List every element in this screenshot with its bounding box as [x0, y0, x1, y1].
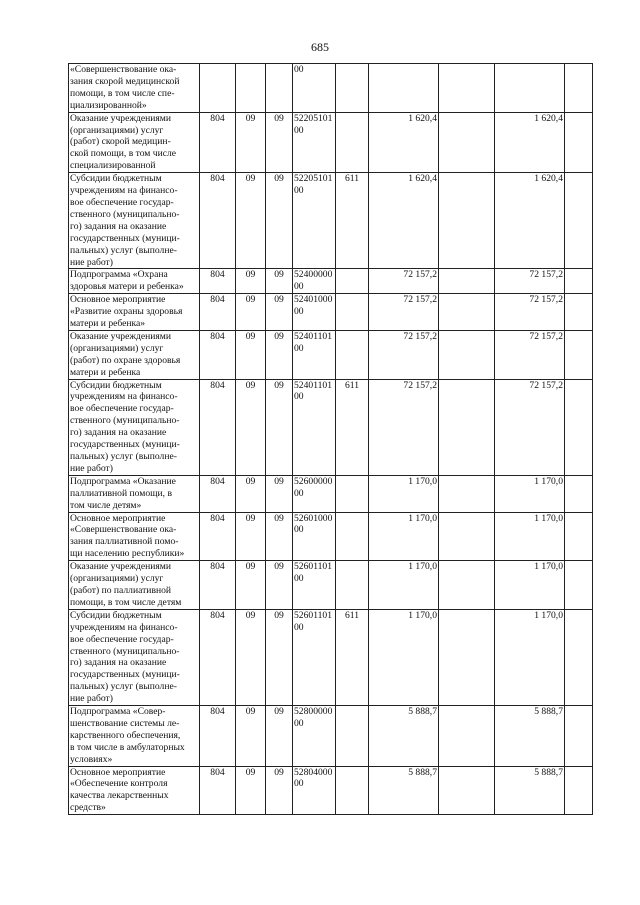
amount-cell: 5 888,7	[369, 706, 439, 767]
section-code-cell: 09	[236, 269, 266, 294]
empty-cell	[439, 561, 495, 610]
item-name-line: условиях»	[70, 753, 113, 765]
table-row	[69, 294, 593, 331]
item-name-line: пальных) услуг (выполне-	[70, 681, 177, 693]
item-name-line: государственных (муници-	[70, 232, 180, 244]
item-name-line: паллиативной помощи, в	[70, 487, 172, 499]
item-name-line: Субсидии бюджетным	[70, 173, 162, 185]
table-row	[69, 475, 593, 512]
subsection-code-cell: 09	[266, 330, 293, 379]
subsection-code-cell: 09	[266, 379, 293, 475]
item-name-cell	[69, 475, 200, 512]
section-code-cell: 09	[236, 112, 266, 173]
item-name-cell	[69, 379, 200, 475]
empty-cell	[439, 269, 495, 294]
item-name-line: шенствование системы ле-	[70, 717, 180, 729]
amount-cell: 72 157,2	[369, 379, 439, 475]
item-name-line: (организациями) услуг	[70, 573, 164, 585]
target-code-cell	[293, 269, 336, 294]
section-code-cell: 09	[236, 766, 266, 815]
target-code-line: 52205101	[294, 173, 333, 185]
item-name-line: учреждениям на финансо-	[70, 391, 178, 403]
expense-type-cell	[336, 766, 369, 815]
empty-cell	[565, 766, 593, 815]
item-name-cell	[69, 512, 200, 561]
empty-cell	[439, 330, 495, 379]
item-name-line: качества лекарственных	[70, 790, 169, 802]
ministry-code-cell: 804	[200, 330, 236, 379]
ministry-code-cell	[200, 64, 236, 113]
item-name-line: го) задания на оказание	[70, 427, 167, 439]
empty-cell	[565, 512, 593, 561]
item-name-cell	[69, 64, 200, 113]
subsection-code-cell: 09	[266, 269, 293, 294]
empty-cell	[439, 173, 495, 269]
target-code-cell	[293, 173, 336, 269]
target-code-line: 00	[294, 281, 304, 293]
target-code-cell	[293, 766, 336, 815]
item-name-line: помощи, в том числе детям	[70, 596, 182, 608]
amount-cell: 72 157,2	[369, 269, 439, 294]
ministry-code-cell: 804	[200, 269, 236, 294]
target-code-line: 52601101	[294, 609, 333, 621]
expense-type-cell: 611	[336, 609, 369, 705]
item-name-cell	[69, 112, 200, 173]
amount-total-cell: 1 620,4	[495, 112, 565, 173]
item-name-line: ской помощи, в том числе	[70, 148, 177, 160]
section-code-cell	[236, 64, 266, 113]
amount-cell: 1 170,0	[369, 561, 439, 610]
item-name-line: пальных) услуг (выполне-	[70, 244, 177, 256]
amount-total-cell: 72 157,2	[495, 379, 565, 475]
item-name-line: ственного (муниципально-	[70, 415, 180, 427]
target-code-line: 00	[294, 306, 304, 318]
amount-cell	[369, 64, 439, 113]
target-code-cell	[293, 294, 336, 331]
target-code-line: 52601000	[294, 512, 333, 524]
amount-total-cell: 1 170,0	[495, 609, 565, 705]
target-code-cell	[293, 475, 336, 512]
target-code-line: 52601101	[294, 561, 333, 573]
item-name-line: Основное мероприятие	[70, 766, 166, 778]
item-name-line: помощи, в том числе спе-	[70, 87, 175, 99]
empty-cell	[439, 512, 495, 561]
empty-cell	[565, 269, 593, 294]
section-code-cell: 09	[236, 561, 266, 610]
empty-cell	[439, 379, 495, 475]
item-name-line: Подпрограмма «Оказание	[70, 475, 176, 487]
expense-type-cell	[336, 269, 369, 294]
amount-cell: 1 620,4	[369, 173, 439, 269]
subsection-code-cell: 09	[266, 475, 293, 512]
section-code-cell: 09	[236, 330, 266, 379]
item-name-cell	[69, 330, 200, 379]
budget-table	[68, 63, 593, 815]
item-name-line: ние работ)	[70, 462, 113, 474]
target-code-cell	[293, 379, 336, 475]
item-name-line: ственного (муниципально-	[70, 645, 180, 657]
table-row	[69, 269, 593, 294]
target-code-line: 52804000	[294, 766, 333, 778]
amount-cell: 1 170,0	[369, 512, 439, 561]
target-code-cell	[293, 561, 336, 610]
item-name-cell	[69, 609, 200, 705]
amount-total-cell: 72 157,2	[495, 330, 565, 379]
amount-total-cell: 5 888,7	[495, 706, 565, 767]
item-name-line: Оказание учреждениями	[70, 330, 172, 342]
item-name-line: карственного обеспечения,	[70, 729, 181, 741]
empty-cell	[565, 561, 593, 610]
ministry-code-cell: 804	[200, 766, 236, 815]
empty-cell	[565, 330, 593, 379]
section-code-cell: 09	[236, 173, 266, 269]
empty-cell	[439, 706, 495, 767]
item-name-line: Основное мероприятие	[70, 294, 166, 306]
target-code-cell	[293, 609, 336, 705]
item-name-line: зания паллиативной помо-	[70, 536, 179, 548]
amount-total-cell: 1 170,0	[495, 475, 565, 512]
target-code-cell	[293, 112, 336, 173]
target-code-line: 00	[294, 621, 304, 633]
empty-cell	[565, 379, 593, 475]
target-code-line: 52401101	[294, 330, 333, 342]
expense-type-cell: 611	[336, 173, 369, 269]
subsection-code-cell: 09	[266, 609, 293, 705]
subsection-code-cell: 09	[266, 512, 293, 561]
expense-type-cell	[336, 706, 369, 767]
page-number: 685	[311, 40, 329, 54]
subsection-code-cell: 09	[266, 294, 293, 331]
target-code-line: 00	[294, 342, 304, 354]
item-name-line: «Совершенствование ока-	[70, 64, 177, 75]
item-name-line: Субсидии бюджетным	[70, 609, 162, 621]
item-name-line: учреждениям на финансо-	[70, 185, 178, 197]
section-code-cell: 09	[236, 609, 266, 705]
item-name-cell	[69, 766, 200, 815]
item-name-line: Основное мероприятие	[70, 512, 166, 524]
empty-cell	[565, 609, 593, 705]
expense-type-cell	[336, 475, 369, 512]
table-row	[69, 64, 593, 113]
empty-cell	[565, 112, 593, 173]
item-name-line: «Обеспечение контроля	[70, 778, 168, 790]
item-name-line: ние работ)	[70, 256, 113, 268]
expense-type-cell	[336, 112, 369, 173]
subsection-code-cell: 09	[266, 112, 293, 173]
item-name-line: го) задания на оказание	[70, 657, 167, 669]
empty-cell	[565, 475, 593, 512]
empty-cell	[565, 173, 593, 269]
target-code-line: 00	[294, 778, 304, 790]
item-name-line: в том числе в амбулаторных	[70, 741, 185, 753]
target-code-cell	[293, 330, 336, 379]
item-name-line: специализированной	[70, 160, 156, 172]
subsection-code-cell	[266, 64, 293, 113]
item-name-line: вое обеспечение государ-	[70, 196, 174, 208]
target-code-line: 52401101	[294, 379, 333, 391]
table-row	[69, 173, 593, 269]
item-name-line: Оказание учреждениями	[70, 561, 172, 573]
item-name-line: (работ) по охране здоровья	[70, 354, 181, 366]
item-name-line: (организациями) услуг	[70, 342, 164, 354]
table-row	[69, 379, 593, 475]
ministry-code-cell: 804	[200, 512, 236, 561]
amount-total-cell: 1 620,4	[495, 173, 565, 269]
item-name-line: Подпрограмма «Совер-	[70, 706, 166, 718]
target-code-cell	[293, 706, 336, 767]
amount-total-cell: 1 170,0	[495, 561, 565, 610]
amount-cell: 5 888,7	[369, 766, 439, 815]
section-code-cell: 09	[236, 294, 266, 331]
amount-cell: 72 157,2	[369, 330, 439, 379]
item-name-line: пальных) услуг (выполне-	[70, 451, 177, 462]
target-code-line: 00	[294, 391, 304, 403]
item-name-line: (организациями) услуг	[70, 124, 164, 136]
amount-cell: 1 170,0	[369, 475, 439, 512]
ministry-code-cell: 804	[200, 561, 236, 610]
section-code-cell: 09	[236, 379, 266, 475]
expense-type-cell: 611	[336, 379, 369, 475]
empty-cell	[439, 609, 495, 705]
target-code-line: 52401000	[294, 294, 333, 306]
section-code-cell: 09	[236, 512, 266, 561]
item-name-cell	[69, 706, 200, 767]
empty-cell	[439, 294, 495, 331]
item-name-line: (работ) по паллиативной	[70, 584, 172, 596]
expense-type-cell	[336, 294, 369, 331]
table-row	[69, 112, 593, 173]
item-name-line: том числе детям»	[70, 499, 142, 511]
table-row	[69, 512, 593, 561]
table-row	[69, 766, 593, 815]
target-code-line: 00	[294, 124, 304, 136]
item-name-line: матери и ребенка	[70, 366, 141, 378]
ministry-code-cell: 804	[200, 173, 236, 269]
item-name-line: государственных (муници-	[70, 439, 180, 451]
empty-cell	[565, 64, 593, 113]
expense-type-cell	[336, 561, 369, 610]
empty-cell	[439, 64, 495, 113]
empty-cell	[439, 766, 495, 815]
amount-total-cell: 5 888,7	[495, 766, 565, 815]
item-name-line: «Совершенствование ока-	[70, 524, 177, 536]
section-code-cell: 09	[236, 475, 266, 512]
item-name-line: Подпрограмма «Охрана	[70, 269, 168, 281]
item-name-line: (работ) скорой медицин-	[70, 136, 171, 148]
item-name-line: средств»	[70, 802, 106, 814]
item-name-cell	[69, 173, 200, 269]
ministry-code-cell: 804	[200, 706, 236, 767]
empty-cell	[439, 112, 495, 173]
item-name-cell	[69, 269, 200, 294]
ministry-code-cell: 804	[200, 475, 236, 512]
item-name-line: вое обеспечение государ-	[70, 403, 174, 415]
item-name-line: здоровья матери и ребенка»	[70, 281, 184, 293]
item-name-line: Оказание учреждениями	[70, 112, 172, 124]
ministry-code-cell: 804	[200, 294, 236, 331]
item-name-line: щи населению республики»	[70, 548, 185, 560]
item-name-line: вое обеспечение государ-	[70, 633, 174, 645]
amount-total-cell: 72 157,2	[495, 269, 565, 294]
target-code-line: 52400000	[294, 269, 333, 281]
subsection-code-cell: 09	[266, 561, 293, 610]
amount-total-cell	[495, 64, 565, 113]
empty-cell	[565, 706, 593, 767]
amount-cell: 1 170,0	[369, 609, 439, 705]
target-code-cell	[293, 64, 336, 113]
empty-cell	[439, 475, 495, 512]
target-code-line: 52205101	[294, 112, 333, 124]
item-name-line: государственных (муници-	[70, 669, 180, 681]
target-code-line: 00	[294, 64, 304, 75]
table-row	[69, 706, 593, 767]
target-code-cell	[293, 512, 336, 561]
target-code-line: 52600000	[294, 475, 333, 487]
amount-cell: 72 157,2	[369, 294, 439, 331]
item-name-line: «Развитие охраны здоровья	[70, 306, 183, 318]
section-code-cell: 09	[236, 706, 266, 767]
table-row	[69, 330, 593, 379]
target-code-line: 00	[294, 717, 304, 729]
expense-type-cell	[336, 64, 369, 113]
item-name-line: го) задания на оказание	[70, 220, 167, 232]
target-code-line: 00	[294, 487, 304, 499]
target-code-line: 00	[294, 185, 304, 197]
target-code-line: 52800000	[294, 706, 333, 718]
target-code-line: 00	[294, 524, 304, 536]
ministry-code-cell: 804	[200, 379, 236, 475]
subsection-code-cell: 09	[266, 766, 293, 815]
ministry-code-cell: 804	[200, 112, 236, 173]
amount-cell: 1 620,4	[369, 112, 439, 173]
item-name-line: ние работ)	[70, 693, 113, 705]
item-name-line: учреждениям на финансо-	[70, 621, 178, 633]
item-name-cell	[69, 561, 200, 610]
expense-type-cell	[336, 330, 369, 379]
target-code-line: 00	[294, 573, 304, 585]
empty-cell	[565, 294, 593, 331]
amount-total-cell: 1 170,0	[495, 512, 565, 561]
item-name-line: Субсидии бюджетным	[70, 379, 162, 391]
expense-type-cell	[336, 512, 369, 561]
table-row	[69, 609, 593, 705]
subsection-code-cell: 09	[266, 706, 293, 767]
subsection-code-cell: 09	[266, 173, 293, 269]
item-name-line: циализированной»	[70, 99, 147, 111]
item-name-line: ственного (муниципально-	[70, 208, 180, 220]
ministry-code-cell: 804	[200, 609, 236, 705]
item-name-line: матери и ребенка»	[70, 318, 146, 330]
item-name-line: зания скорой медицинской	[70, 75, 180, 87]
item-name-cell	[69, 294, 200, 331]
table-row	[69, 561, 593, 610]
amount-total-cell: 72 157,2	[495, 294, 565, 331]
